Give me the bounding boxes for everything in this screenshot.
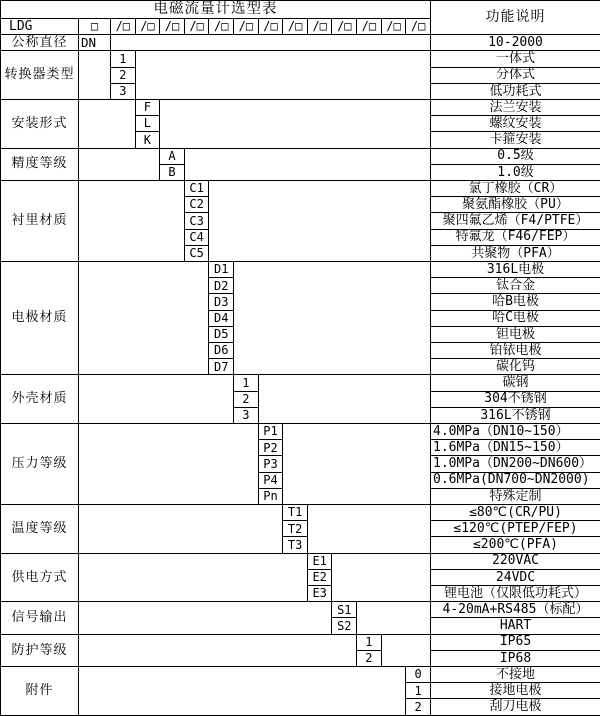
model-slot-4: /□ (184, 18, 209, 34)
blank-area-left-12 (79, 667, 406, 716)
code-cell-5-4: D5 (209, 326, 234, 342)
code-cell-3-0: A (160, 148, 185, 164)
code-cell-7-4: Pn (258, 488, 283, 504)
code-cell-11-0: 1 (357, 634, 382, 650)
code-cell-5-2: D3 (209, 294, 234, 310)
category-label-7: 压力等级 (1, 424, 79, 505)
description-cell-7-0: 4.0MPa（DN10~150） (431, 424, 600, 440)
code-cell-4-0: C1 (184, 180, 209, 196)
code-cell-4-3: C4 (184, 229, 209, 245)
category-label-11: 防护等级 (1, 634, 79, 666)
blank-area-right-10 (357, 602, 431, 634)
description-cell-5-5: 铂铱电极 (431, 343, 600, 359)
description-cell-7-2: 1.0MPa（DN200~DN600） (431, 456, 600, 472)
blank-area-right-2 (160, 99, 431, 148)
category-label-2: 安装形式 (1, 99, 79, 148)
description-cell-9-0: 220VAC (431, 553, 600, 569)
description-cell-5-1: 钛合金 (431, 278, 600, 294)
category-label-0: 公称直径 (1, 35, 79, 51)
description-cell-3-1: 1.0级 (431, 164, 600, 180)
model-slot-9: /□ (307, 18, 332, 34)
description-cell-4-2: 聚四氟乙烯（F4/PTFE） (431, 213, 600, 229)
description-cell-4-0: 氯丁橡胶（CR） (431, 180, 600, 196)
code-cell-2-1: L (135, 116, 160, 132)
description-cell-5-6: 碳化钨 (431, 359, 600, 375)
blank-area-left-4 (79, 180, 185, 261)
description-cell-7-1: 1.6MPa（DN15~150） (431, 440, 600, 456)
blank-area-left-5 (79, 262, 209, 375)
code-cell-8-0: T1 (283, 505, 308, 521)
table-title: 电磁流量计选型表 (1, 1, 431, 19)
blank-area-right-6 (258, 375, 430, 424)
model-slot-1: /□ (111, 18, 136, 34)
description-cell-0-0: 10-2000 (431, 35, 600, 51)
model-slot-2: /□ (135, 18, 160, 34)
code-cell-1-1: 2 (111, 67, 136, 83)
blank-area-right-9 (332, 553, 431, 602)
blank-area-right-11 (381, 634, 430, 666)
blank-area-right-1 (135, 51, 430, 100)
blank-area-right-7 (283, 424, 431, 505)
blank-area-right-8 (307, 505, 430, 554)
code-cell-9-1: E2 (307, 569, 332, 585)
blank-area-right-4 (209, 180, 431, 261)
blank-area-right-5 (234, 262, 431, 375)
blank-area-left-1 (79, 51, 111, 100)
code-cell-12-1: 1 (406, 683, 431, 699)
model-slot-11: /□ (357, 18, 382, 34)
code-cell-2-2: K (135, 132, 160, 148)
description-cell-2-2: 卡箍安装 (431, 132, 600, 148)
model-first-box: □ (79, 18, 111, 34)
category-label-9: 供电方式 (1, 553, 79, 602)
description-cell-4-4: 共聚物（PFA） (431, 245, 600, 261)
model-slot-10: /□ (332, 18, 357, 34)
code-cell-6-0: 1 (234, 375, 259, 391)
code-cell-12-0: 0 (406, 667, 431, 683)
code-cell-7-2: P3 (258, 456, 283, 472)
blank-area-left-6 (79, 375, 234, 424)
description-cell-7-4: 特殊定制 (431, 488, 600, 504)
description-cell-11-1: IP68 (431, 650, 600, 666)
description-cell-12-0: 不接地 (431, 667, 600, 683)
code-cell-8-1: T2 (283, 521, 308, 537)
code-cell-9-0: E1 (307, 553, 332, 569)
description-cell-3-0: 0.5级 (431, 148, 600, 164)
description-cell-6-0: 碳钢 (431, 375, 600, 391)
code-cell-10-0: S1 (332, 602, 357, 618)
category-label-4: 衬里材质 (1, 180, 79, 261)
code-cell-6-1: 2 (234, 391, 259, 407)
description-cell-5-2: 哈B电极 (431, 294, 600, 310)
description-cell-4-3: 特氟龙（F46/FEP） (431, 229, 600, 245)
code-cell-6-2: 3 (234, 407, 259, 423)
code-cell-4-1: C2 (184, 197, 209, 213)
code-cell-3-1: B (160, 164, 185, 180)
code-cell-9-2: E3 (307, 586, 332, 602)
model-slot-13: /□ (406, 18, 431, 34)
category-label-10: 信号输出 (1, 602, 79, 634)
category-label-6: 外壳材质 (1, 375, 79, 424)
model-slot-8: /□ (283, 18, 308, 34)
description-cell-2-1: 螺纹安装 (431, 116, 600, 132)
model-slot-3: /□ (160, 18, 185, 34)
code-cell-5-5: D6 (209, 343, 234, 359)
code-cell-1-0: 1 (111, 51, 136, 67)
description-cell-5-4: 钽电极 (431, 326, 600, 342)
model-slot-7: /□ (258, 18, 283, 34)
code-cell-7-3: P4 (258, 472, 283, 488)
model-prefix: LDG (1, 18, 79, 34)
description-cell-4-1: 聚氨酯橡胶（PU） (431, 197, 600, 213)
code-cell-5-6: D7 (209, 359, 234, 375)
description-cell-1-2: 低功耗式 (431, 83, 600, 99)
code-cell-10-1: S2 (332, 618, 357, 634)
code-cell-4-2: C3 (184, 213, 209, 229)
blank-area-left-10 (79, 602, 332, 634)
description-cell-6-2: 316L不锈钢 (431, 407, 600, 423)
code-cell-2-0: F (135, 99, 160, 115)
category-label-12: 附件 (1, 667, 79, 716)
category-label-1: 转换器类型 (1, 51, 79, 100)
code-cell-4-4: C5 (184, 245, 209, 261)
code-cell-11-1: 2 (357, 650, 382, 666)
description-cell-8-0: ≤80℃(CR/PU) (431, 505, 600, 521)
description-cell-8-2: ≤200℃(PFA) (431, 537, 600, 553)
model-slot-12: /□ (381, 18, 406, 34)
code-cell-5-0: D1 (209, 262, 234, 278)
description-cell-5-3: 哈C电极 (431, 310, 600, 326)
code-cell-7-0: P1 (258, 424, 283, 440)
blank-area-left-3 (79, 148, 160, 180)
description-cell-6-1: 304不锈钢 (431, 391, 600, 407)
code-cell-1-2: 3 (111, 83, 136, 99)
description-cell-1-1: 分体式 (431, 67, 600, 83)
description-cell-7-3: 0.6MPa(DN700~DN2000) (431, 472, 600, 488)
description-cell-8-1: ≤120℃(PTEP/FEP) (431, 521, 600, 537)
description-cell-11-0: IP65 (431, 634, 600, 650)
description-cell-1-0: 一体式 (431, 51, 600, 67)
description-cell-12-1: 接地电极 (431, 683, 600, 699)
category-label-8: 温度等级 (1, 505, 79, 554)
description-cell-10-1: HART (431, 618, 600, 634)
code-cell-0-0: DN (79, 35, 111, 51)
description-cell-2-0: 法兰安装 (431, 99, 600, 115)
model-slot-6: /□ (234, 18, 259, 34)
description-cell-9-2: 锂电池（仅限低功耗式） (431, 586, 600, 602)
code-cell-7-1: P2 (258, 440, 283, 456)
blank-area-left-2 (79, 99, 136, 148)
code-cell-5-3: D4 (209, 310, 234, 326)
blank-area-left-11 (79, 634, 357, 666)
category-label-5: 电极材质 (1, 262, 79, 375)
blank-area-left-7 (79, 424, 259, 505)
blank-area-right-0 (111, 35, 431, 51)
description-cell-10-0: 4-20mA+RS485（标配） (431, 602, 600, 618)
description-cell-9-1: 24VDC (431, 569, 600, 585)
code-cell-8-2: T3 (283, 537, 308, 553)
blank-area-right-3 (184, 148, 430, 180)
description-cell-12-2: 刮刀电极 (431, 699, 600, 716)
code-cell-5-1: D2 (209, 278, 234, 294)
blank-area-left-9 (79, 553, 308, 602)
category-label-3: 精度等级 (1, 148, 79, 180)
code-cell-12-2: 2 (406, 699, 431, 716)
function-description-header: 功能说明 (431, 1, 600, 35)
description-cell-5-0: 316L电极 (431, 262, 600, 278)
blank-area-left-8 (79, 505, 283, 554)
model-slot-5: /□ (209, 18, 234, 34)
